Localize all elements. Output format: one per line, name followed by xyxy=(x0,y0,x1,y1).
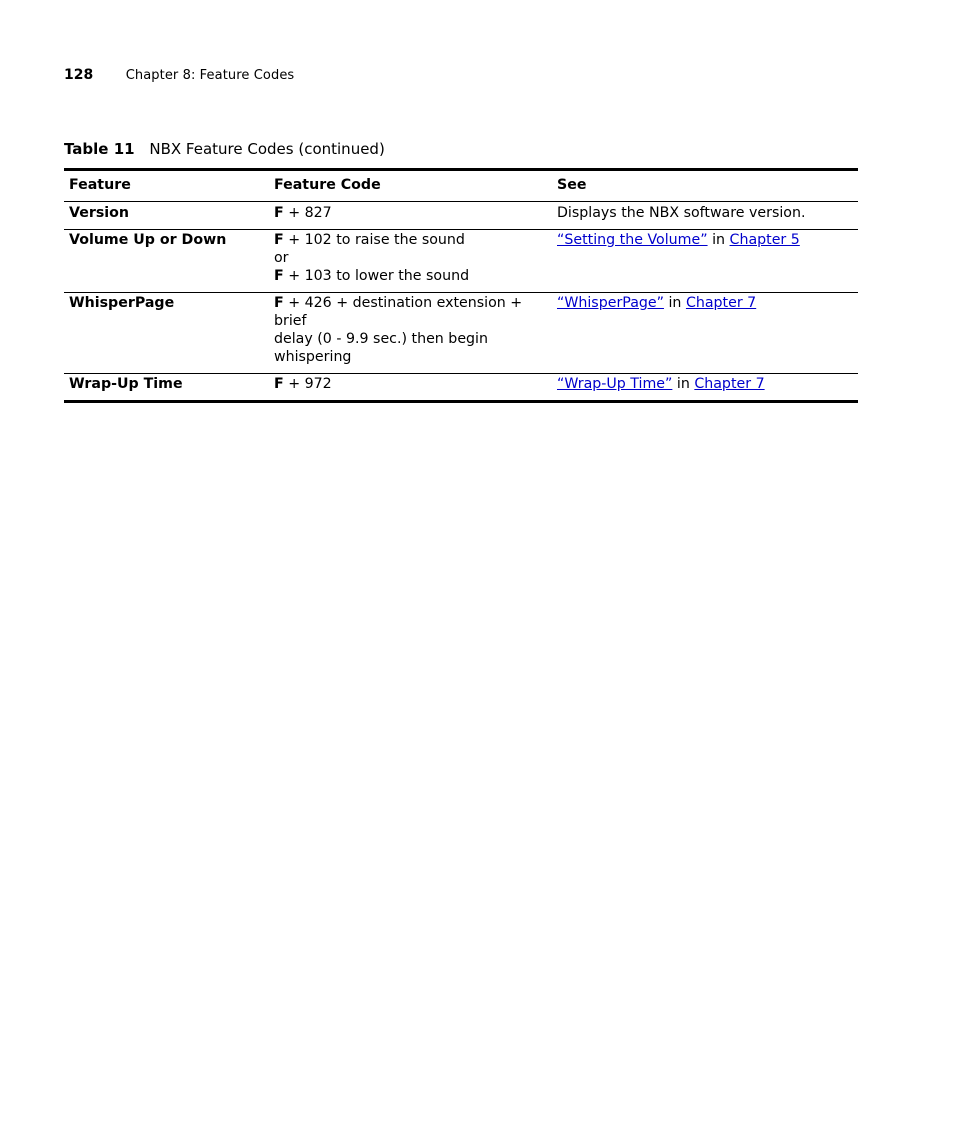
feature-key: F xyxy=(274,268,284,284)
feature-code xyxy=(269,293,552,374)
column-header-feature-code: Feature Code xyxy=(274,177,381,193)
feature-codes-table xyxy=(64,168,858,403)
column-header-feature: Feature xyxy=(69,177,131,193)
feature-code-text: or xyxy=(274,250,289,266)
feature-code-text: + 103 to lower the sound xyxy=(283,268,470,284)
see-reference xyxy=(552,374,858,402)
table-caption xyxy=(64,140,385,158)
table-caption-title: NBX Feature Codes (continued) xyxy=(149,140,385,158)
page-header xyxy=(64,67,294,83)
chapter-link[interactable]: Chapter 7 xyxy=(685,295,757,311)
see-reference xyxy=(552,230,858,293)
table-row xyxy=(64,293,858,374)
chapter-title: Chapter 8: Feature Codes xyxy=(125,68,295,83)
feature-code xyxy=(269,230,552,293)
feature-name: WhisperPage xyxy=(64,293,269,374)
feature-code xyxy=(269,202,552,230)
see-in-text: in xyxy=(672,376,695,392)
feature-code-text: delay (0 - 9.9 sec.) then begin whispering xyxy=(274,331,488,365)
page-number: 128 xyxy=(64,67,94,83)
feature-key: F xyxy=(274,295,284,311)
column-header-see: See xyxy=(557,177,587,193)
section-link[interactable]: “Wrap-Up Time” xyxy=(557,376,673,392)
feature-key: F xyxy=(274,376,284,392)
feature-code-text: + 827 xyxy=(283,205,332,221)
section-link[interactable]: “Setting the Volume” xyxy=(557,232,708,248)
feature-code-text: + 426 + destination extension + brief xyxy=(274,295,523,329)
table-row xyxy=(64,230,858,293)
feature-code-text: + 102 to raise the sound xyxy=(283,232,465,248)
feature-code xyxy=(269,374,552,402)
feature-code-text: + 972 xyxy=(283,376,332,392)
see-reference: Displays the NBX software version. xyxy=(552,202,858,230)
feature-name: Version xyxy=(64,202,269,230)
section-link[interactable]: “WhisperPage” xyxy=(557,295,664,311)
table-header-row xyxy=(64,170,858,202)
chapter-link[interactable]: Chapter 7 xyxy=(694,376,765,392)
table-row xyxy=(64,374,858,402)
feature-name: Volume Up or Down xyxy=(64,230,269,293)
table-row xyxy=(64,202,858,230)
feature-name: Wrap-Up Time xyxy=(64,374,269,402)
see-in-text: in xyxy=(663,295,686,311)
feature-key: F xyxy=(274,205,284,221)
see-in-text: in xyxy=(707,232,730,248)
see-reference xyxy=(552,293,858,374)
chapter-link[interactable]: Chapter 5 xyxy=(729,232,800,248)
feature-key: F xyxy=(274,232,284,248)
table-caption-label: Table 11 xyxy=(64,140,135,158)
